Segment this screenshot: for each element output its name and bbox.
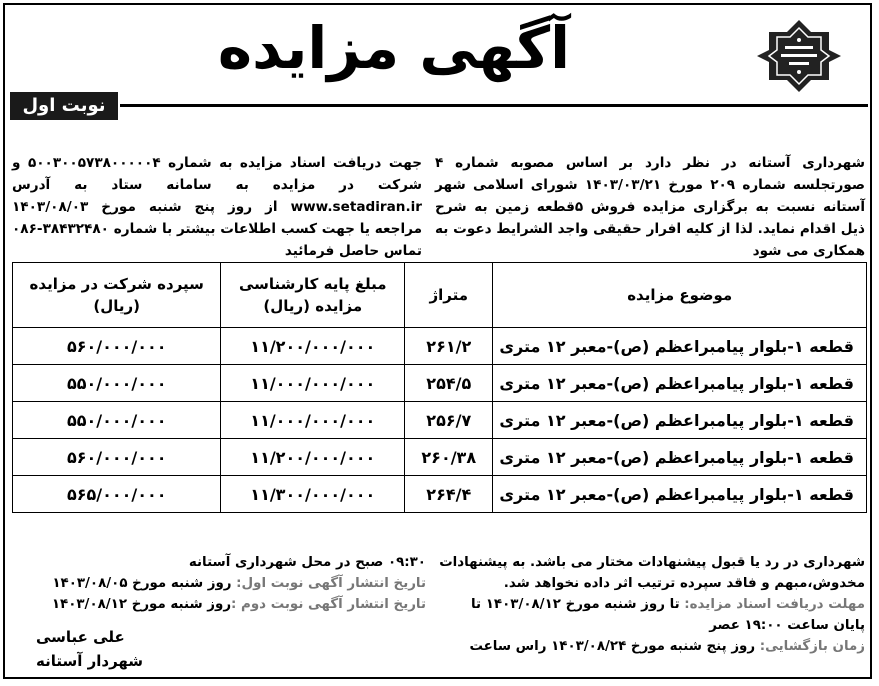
row-base-price: ۱۱/۰۰۰/۰۰۰/۰۰۰	[221, 365, 405, 402]
row-subject: قطعه ۱-بلوار پیامبراعظم (ص)-معبر ۱۲ متری	[493, 439, 867, 476]
table-row	[13, 439, 867, 476]
row-area: ۲۵۴/۵	[405, 365, 493, 402]
row-base-price: ۱۱/۲۰۰/۰۰۰/۰۰۰	[221, 439, 405, 476]
row-area: ۲۶۴/۴	[405, 476, 493, 513]
row-deposit: ۵۶۰/۰۰۰/۰۰۰	[13, 328, 221, 365]
row-area: ۲۶۱/۲	[405, 328, 493, 365]
row-deposit: ۵۶۰/۰۰۰/۰۰۰	[13, 439, 221, 476]
signatory-name: علی عباسی	[36, 628, 125, 646]
table-row	[13, 402, 867, 439]
publish-second-label: تاریخ انتشار آگهی نوبت دوم :	[231, 597, 426, 612]
row-base-price: ۱۱/۰۰۰/۰۰۰/۰۰۰	[221, 402, 405, 439]
table-row	[13, 365, 867, 402]
row-deposit: ۵۵۰/۰۰۰/۰۰۰	[13, 402, 221, 439]
publish-first-value: روز شنبه مورخ ۱۴۰۳/۰۸/۰۵	[52, 576, 237, 591]
table-row	[13, 328, 867, 365]
row-subject: قطعه ۱-بلوار پیامبراعظم (ص)-معبر ۱۲ متری	[493, 476, 867, 513]
opening-label: زمان بازگشایی:	[759, 639, 865, 654]
row-area: ۲۶۰/۳۸	[405, 439, 493, 476]
publish-first-line	[16, 573, 426, 594]
opening-line	[445, 636, 865, 657]
footer-invalid-line: مخدوش،مبهم و فاقد سپرده ترتیب اثر داده نخواهد شد.	[503, 576, 865, 591]
row-deposit: ۵۵۰/۰۰۰/۰۰۰	[13, 365, 221, 402]
header-deposit: سپرده شرکت در مزایده (ریال)	[13, 263, 221, 328]
opening-value: روز پنج شنبه مورخ ۱۴۰۳/۰۸/۲۴ راس ساعت	[469, 639, 760, 654]
notice-title: آگهی مزایده	[217, 14, 570, 82]
publish-second-value: روز شنبه مورخ ۱۴۰۳/۰۸/۱۲	[51, 597, 232, 612]
row-deposit: ۵۶۵/۰۰۰/۰۰۰	[13, 476, 221, 513]
row-subject: قطعه ۱-بلوار پیامبراعظم (ص)-معبر ۱۲ متری	[493, 328, 867, 365]
publish-first-label: تاریخ انتشار آگهی نوبت اول:	[236, 576, 426, 591]
row-area: ۲۵۶/۷	[405, 402, 493, 439]
footer-left-block	[16, 552, 426, 615]
row-subject: قطعه ۱-بلوار پیامبراعظم (ص)-معبر ۱۲ متری	[493, 365, 867, 402]
footer-right-block	[439, 552, 865, 657]
auction-table	[12, 262, 867, 513]
header-rule	[120, 104, 868, 107]
header-subject: موضوع مزایده	[493, 263, 867, 328]
table-header-row	[13, 263, 867, 328]
header-base-price: مبلغ پایه کارشناسی مزایده (ریال)	[221, 263, 405, 328]
header-area: متراژ	[405, 263, 493, 328]
row-base-price: ۱۱/۳۰۰/۰۰۰/۰۰۰	[221, 476, 405, 513]
row-base-price: ۱۱/۲۰۰/۰۰۰/۰۰۰	[221, 328, 405, 365]
publish-second-line	[16, 594, 426, 615]
docs-deadline-label: مهلت دریافت اسناد مزایده:	[684, 597, 865, 612]
footer-rights-line: شهرداری در رد یا قبول پیشنهادات مختار می باشد. به پیشنهادات	[439, 555, 865, 570]
table-row	[13, 476, 867, 513]
municipality-logo	[748, 18, 850, 94]
row-subject: قطعه ۱-بلوار پیامبراعظم (ص)-معبر ۱۲ متری	[493, 402, 867, 439]
round-badge: نوبت اول	[10, 92, 118, 120]
opening-time-line: ۰۹:۳۰ صبح در محل شهرداری آستانه	[188, 555, 426, 570]
signatory-title: شهردار آستانه	[36, 652, 144, 670]
intro-right-paragraph: شهرداری آستانه در نظر دارد بر اساس مصوبه شماره ۴ صورتجلسه شماره ۲۰۹ مورخ ۱۴۰۳/۰۳/۲۱ شورای اسلامی شهر آستانه نسبت به برگزاری مزایده فروش ۵قطعه زمین به شرح ذیل اقدام نماید. لذا از کلیه افرار حقیقی واجد الشرایط دعوت به همکاری می شود	[435, 155, 865, 259]
docs-deadline-end: پایان ساعت ۱۹:۰۰ عصر	[709, 618, 865, 633]
docs-deadline-value: تا روز شنبه مورخ ۱۴۰۳/۰۸/۱۲ تا	[471, 597, 685, 612]
intro-left-paragraph: جهت دریافت اسناد مزایده به شماره ۵۰۰۳۰۰۵۷۳۸۰۰۰۰۰۴ و شرکت در مزایده به سامانه ستاد به آدرس www.setadiran.ir از روز پنج شنبه مورخ ۱۴۰۳/۰۸/۰۳ مراجعه یا جهت کسب اطلاعات بیشتر با شماره ۳۸۴۳۲۴۸۰-۰۸۶ تماس حاصل فرمائید	[12, 155, 422, 259]
docs-deadline-line	[445, 594, 865, 615]
